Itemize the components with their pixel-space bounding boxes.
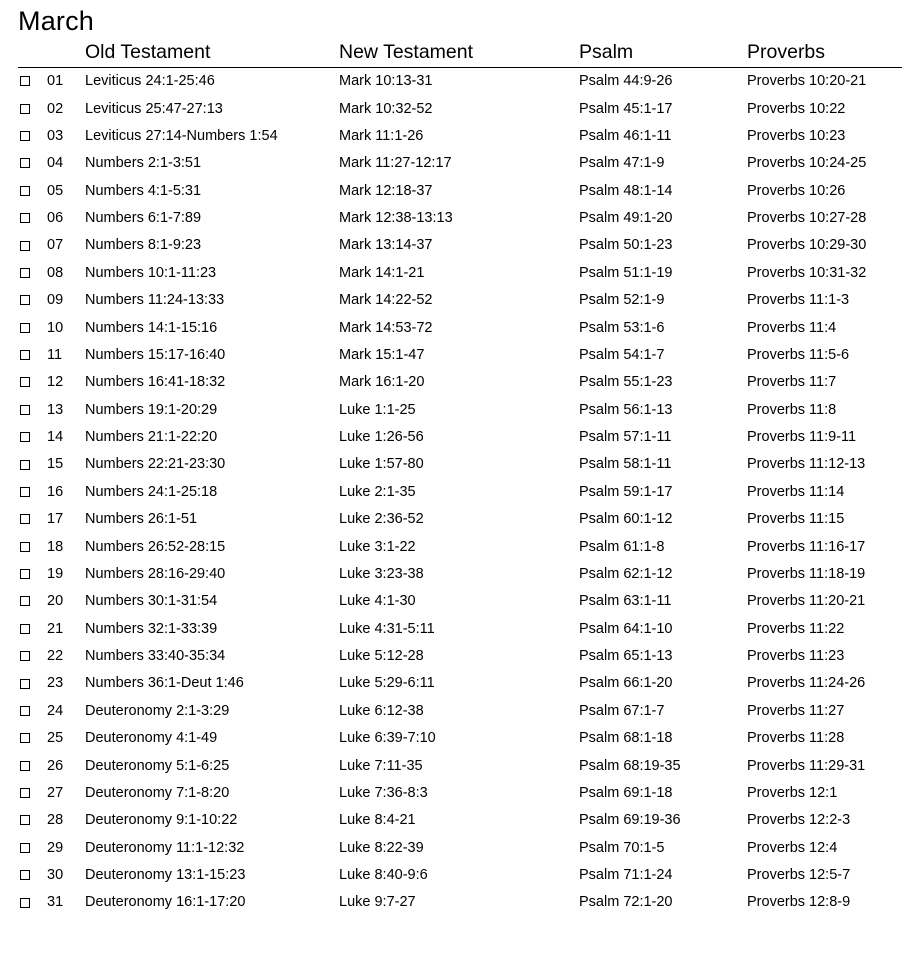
checkbox-icon[interactable] bbox=[20, 487, 30, 497]
table-row bbox=[18, 862, 902, 889]
row-old-testament: Numbers 11:24-13:33 bbox=[85, 292, 225, 309]
row-checkbox-cell[interactable] bbox=[18, 670, 46, 697]
row-old-testament: Numbers 30:1-31:54 bbox=[85, 593, 218, 610]
table-row bbox=[18, 287, 902, 314]
row-psalm: Psalm 72:1-20 bbox=[579, 894, 673, 911]
table-row bbox=[18, 479, 902, 506]
row-old-testament: Numbers 6:1-7:89 bbox=[85, 210, 202, 227]
row-psalm: Psalm 50:1-23 bbox=[579, 237, 673, 254]
table-row bbox=[18, 68, 902, 96]
table-row bbox=[18, 780, 902, 807]
table-row bbox=[18, 533, 902, 560]
row-old-testament: Deuteronomy 2:1-3:29 bbox=[85, 702, 230, 719]
row-new-testament: Luke 9:7-27 bbox=[339, 894, 416, 911]
row-proverbs: Proverbs 10:29-30 bbox=[747, 237, 867, 254]
row-new-testament: Mark 16:1-20 bbox=[339, 374, 425, 391]
row-psalm: Psalm 66:1-20 bbox=[579, 675, 673, 692]
row-checkbox-cell[interactable] bbox=[18, 260, 46, 287]
row-checkbox-cell[interactable] bbox=[18, 314, 46, 341]
checkbox-icon[interactable] bbox=[20, 377, 30, 387]
checkbox-icon[interactable] bbox=[20, 350, 30, 360]
checkbox-icon[interactable] bbox=[20, 514, 30, 524]
row-old-testament: Numbers 26:1-51 bbox=[85, 511, 198, 528]
row-day: 24 bbox=[47, 702, 64, 719]
row-old-testament: Numbers 10:1-11:23 bbox=[85, 264, 217, 281]
row-checkbox-cell[interactable] bbox=[18, 68, 46, 96]
table-row bbox=[18, 424, 902, 451]
row-new-testament: Mark 14:22-52 bbox=[339, 292, 433, 309]
row-old-testament: Numbers 36:1-Deut 1:46 bbox=[85, 675, 244, 692]
row-new-testament: Luke 4:1-30 bbox=[339, 593, 416, 610]
table-row bbox=[18, 150, 902, 177]
row-old-testament: Deuteronomy 16:1-17:20 bbox=[85, 894, 246, 911]
row-day: 11 bbox=[47, 346, 63, 363]
column-header-checkbox bbox=[18, 40, 46, 68]
row-proverbs: Proverbs 10:20-21 bbox=[747, 73, 867, 90]
row-day: 28 bbox=[47, 812, 64, 829]
checkbox-icon[interactable] bbox=[20, 679, 30, 689]
row-checkbox-cell[interactable] bbox=[18, 178, 46, 205]
row-psalm: Psalm 69:1-18 bbox=[579, 784, 673, 801]
row-proverbs: Proverbs 11:20-21 bbox=[747, 593, 866, 610]
row-psalm: Psalm 65:1-13 bbox=[579, 648, 673, 665]
row-day: 10 bbox=[47, 319, 64, 336]
table-row bbox=[18, 725, 902, 752]
row-old-testament: Numbers 15:17-16:40 bbox=[85, 346, 226, 363]
header-row bbox=[18, 40, 902, 68]
checkbox-icon[interactable] bbox=[20, 761, 30, 771]
row-day: 05 bbox=[47, 182, 64, 199]
row-checkbox-cell[interactable] bbox=[18, 287, 46, 314]
row-checkbox-cell[interactable] bbox=[18, 95, 46, 122]
row-old-testament: Numbers 24:1-25:18 bbox=[85, 483, 218, 500]
row-day: 04 bbox=[47, 155, 64, 172]
checkbox-icon[interactable] bbox=[20, 542, 30, 552]
row-old-testament: Numbers 2:1-3:51 bbox=[85, 155, 202, 172]
row-psalm: Psalm 58:1-11 bbox=[579, 456, 672, 473]
row-day: 16 bbox=[47, 483, 64, 500]
row-proverbs: Proverbs 11:24-26 bbox=[747, 675, 866, 692]
row-day: 01 bbox=[47, 73, 64, 90]
row-old-testament: Deuteronomy 13:1-15:23 bbox=[85, 867, 246, 884]
row-old-testament: Deuteronomy 9:1-10:22 bbox=[85, 812, 238, 829]
row-old-testament: Deuteronomy 5:1-6:25 bbox=[85, 757, 230, 774]
row-new-testament: Luke 3:1-22 bbox=[339, 538, 416, 555]
row-psalm: Psalm 67:1-7 bbox=[579, 702, 665, 719]
row-psalm: Psalm 52:1-9 bbox=[579, 292, 665, 309]
row-old-testament: Numbers 28:16-29:40 bbox=[85, 565, 226, 582]
row-new-testament: Luke 1:57-80 bbox=[339, 456, 424, 473]
row-proverbs: Proverbs 11:28 bbox=[747, 730, 845, 747]
row-psalm: Psalm 61:1-8 bbox=[579, 538, 665, 555]
row-proverbs: Proverbs 11:7 bbox=[747, 374, 837, 391]
table-row bbox=[18, 205, 902, 232]
table-row bbox=[18, 451, 902, 478]
table-row bbox=[18, 314, 902, 341]
row-new-testament: Luke 7:11-35 bbox=[339, 757, 423, 774]
row-day: 27 bbox=[47, 784, 64, 801]
row-checkbox-cell[interactable] bbox=[18, 752, 46, 779]
row-new-testament: Mark 10:32-52 bbox=[339, 100, 433, 117]
checkbox-icon[interactable] bbox=[20, 158, 30, 168]
table-row bbox=[18, 698, 902, 725]
table-body bbox=[18, 68, 902, 917]
checkbox-icon[interactable] bbox=[20, 815, 30, 825]
row-new-testament: Luke 1:1-25 bbox=[339, 401, 416, 418]
row-psalm: Psalm 60:1-12 bbox=[579, 511, 673, 528]
row-new-testament: Luke 1:26-56 bbox=[339, 429, 424, 446]
checkbox-icon[interactable] bbox=[20, 268, 30, 278]
row-checkbox-cell[interactable] bbox=[18, 232, 46, 259]
row-old-testament: Deuteronomy 7:1-8:20 bbox=[85, 784, 230, 801]
row-old-testament: Deuteronomy 4:1-49 bbox=[85, 730, 218, 747]
checkbox-icon[interactable] bbox=[20, 460, 30, 470]
row-proverbs: Proverbs 11:23 bbox=[747, 648, 845, 665]
row-old-testament: Leviticus 25:47-27:13 bbox=[85, 100, 223, 117]
checkbox-icon[interactable] bbox=[20, 706, 30, 716]
row-new-testament: Mark 15:1-47 bbox=[339, 346, 425, 363]
column-header-day bbox=[46, 40, 84, 68]
table-row bbox=[18, 588, 902, 615]
row-psalm: Psalm 44:9-26 bbox=[579, 73, 673, 90]
row-new-testament: Luke 8:4-21 bbox=[339, 812, 416, 829]
table-row bbox=[18, 506, 902, 533]
row-checkbox-cell[interactable] bbox=[18, 561, 46, 588]
row-old-testament: Leviticus 24:1-25:46 bbox=[85, 73, 215, 90]
row-new-testament: Mark 11:27-12:17 bbox=[339, 155, 452, 172]
table-row bbox=[18, 616, 902, 643]
row-proverbs: Proverbs 12:4 bbox=[747, 839, 838, 856]
checkbox-icon[interactable] bbox=[20, 733, 30, 743]
row-old-testament: Leviticus 27:14-Numbers 1:54 bbox=[85, 127, 278, 144]
row-old-testament: Numbers 19:1-20:29 bbox=[85, 401, 218, 418]
row-checkbox-cell[interactable] bbox=[18, 424, 46, 451]
checkbox-icon[interactable] bbox=[20, 624, 30, 634]
row-new-testament: Mark 10:13-31 bbox=[339, 73, 433, 90]
row-old-testament: Numbers 33:40-35:34 bbox=[85, 648, 226, 665]
row-psalm: Psalm 68:19-35 bbox=[579, 757, 681, 774]
row-day: 31 bbox=[47, 894, 64, 911]
row-proverbs: Proverbs 11:16-17 bbox=[747, 538, 866, 555]
row-day: 17 bbox=[47, 511, 64, 528]
table-row bbox=[18, 397, 902, 424]
checkbox-icon[interactable] bbox=[20, 569, 30, 579]
row-proverbs: Proverbs 11:5-6 bbox=[747, 346, 850, 363]
row-new-testament: Luke 6:39-7:10 bbox=[339, 730, 436, 747]
row-proverbs: Proverbs 11:15 bbox=[747, 511, 845, 528]
table-row bbox=[18, 561, 902, 588]
checkbox-icon[interactable] bbox=[20, 131, 30, 141]
row-checkbox-cell[interactable] bbox=[18, 807, 46, 834]
column-header-new-testament: New Testament bbox=[338, 40, 578, 68]
row-psalm: Psalm 45:1-17 bbox=[579, 100, 673, 117]
row-checkbox-cell[interactable] bbox=[18, 862, 46, 889]
row-new-testament: Luke 8:40-9:6 bbox=[339, 867, 428, 884]
row-proverbs: Proverbs 11:4 bbox=[747, 319, 837, 336]
row-proverbs: Proverbs 11:12-13 bbox=[747, 456, 866, 473]
row-psalm: Psalm 49:1-20 bbox=[579, 210, 673, 227]
row-proverbs: Proverbs 11:22 bbox=[747, 620, 845, 637]
row-day: 13 bbox=[47, 401, 64, 418]
row-new-testament: Luke 6:12-38 bbox=[339, 702, 424, 719]
checkbox-icon[interactable] bbox=[20, 898, 30, 908]
row-day: 21 bbox=[47, 620, 64, 637]
row-new-testament: Mark 12:38-13:13 bbox=[339, 210, 453, 227]
row-psalm: Psalm 64:1-10 bbox=[579, 620, 673, 637]
row-day: 08 bbox=[47, 264, 64, 281]
table-row bbox=[18, 670, 902, 697]
table-row bbox=[18, 232, 902, 259]
row-checkbox-cell[interactable] bbox=[18, 150, 46, 177]
row-proverbs: Proverbs 12:2-3 bbox=[747, 812, 851, 829]
row-new-testament: Luke 8:22-39 bbox=[339, 839, 424, 856]
table-header bbox=[18, 40, 902, 68]
row-psalm: Psalm 46:1-11 bbox=[579, 127, 672, 144]
row-psalm: Psalm 69:19-36 bbox=[579, 812, 681, 829]
row-proverbs: Proverbs 11:8 bbox=[747, 401, 837, 418]
row-old-testament: Numbers 32:1-33:39 bbox=[85, 620, 218, 637]
row-proverbs: Proverbs 10:31-32 bbox=[747, 264, 867, 281]
row-old-testament: Numbers 8:1-9:23 bbox=[85, 237, 202, 254]
row-day: 20 bbox=[47, 593, 64, 610]
row-old-testament: Deuteronomy 11:1-12:32 bbox=[85, 839, 245, 856]
row-psalm: Psalm 56:1-13 bbox=[579, 401, 673, 418]
row-proverbs: Proverbs 12:8-9 bbox=[747, 894, 851, 911]
row-new-testament: Luke 3:23-38 bbox=[339, 565, 424, 582]
row-psalm: Psalm 62:1-12 bbox=[579, 565, 673, 582]
row-old-testament: Numbers 26:52-28:15 bbox=[85, 538, 226, 555]
row-day: 18 bbox=[47, 538, 64, 555]
row-psalm: Psalm 55:1-23 bbox=[579, 374, 673, 391]
column-header-psalm: Psalm bbox=[578, 40, 746, 68]
row-proverbs: Proverbs 11:14 bbox=[747, 483, 845, 500]
row-new-testament: Luke 2:1-35 bbox=[339, 483, 416, 500]
row-new-testament: Mark 14:53-72 bbox=[339, 319, 433, 336]
checkbox-icon[interactable] bbox=[20, 788, 30, 798]
row-proverbs: Proverbs 11:27 bbox=[747, 702, 845, 719]
table-row bbox=[18, 835, 902, 862]
row-psalm: Psalm 54:1-7 bbox=[579, 346, 665, 363]
row-new-testament: Mark 11:1-26 bbox=[339, 127, 424, 144]
row-proverbs: Proverbs 11:18-19 bbox=[747, 565, 866, 582]
reading-plan-table bbox=[18, 40, 902, 917]
checkbox-icon[interactable] bbox=[20, 405, 30, 415]
row-psalm: Psalm 53:1-6 bbox=[579, 319, 665, 336]
row-checkbox-cell[interactable] bbox=[18, 725, 46, 752]
row-new-testament: Luke 2:36-52 bbox=[339, 511, 424, 528]
row-new-testament: Luke 5:29-6:11 bbox=[339, 675, 435, 692]
row-psalm: Psalm 48:1-14 bbox=[579, 182, 673, 199]
checkbox-icon[interactable] bbox=[20, 651, 30, 661]
row-psalm: Psalm 59:1-17 bbox=[579, 483, 673, 500]
row-proverbs: Proverbs 11:29-31 bbox=[747, 757, 866, 774]
row-day: 12 bbox=[47, 374, 64, 391]
checkbox-icon[interactable] bbox=[20, 186, 30, 196]
row-psalm: Psalm 68:1-18 bbox=[579, 730, 673, 747]
table-row bbox=[18, 123, 902, 150]
checkbox-icon[interactable] bbox=[20, 241, 30, 251]
checkbox-icon[interactable] bbox=[20, 843, 30, 853]
row-checkbox-cell[interactable] bbox=[18, 698, 46, 725]
table-row bbox=[18, 889, 902, 916]
checkbox-icon[interactable] bbox=[20, 104, 30, 114]
row-old-testament: Numbers 21:1-22:20 bbox=[85, 429, 218, 446]
checkbox-icon[interactable] bbox=[20, 213, 30, 223]
row-psalm: Psalm 63:1-11 bbox=[579, 593, 672, 610]
row-old-testament: Numbers 22:21-23:30 bbox=[85, 456, 226, 473]
row-psalm: Psalm 70:1-5 bbox=[579, 839, 665, 856]
checkbox-icon[interactable] bbox=[20, 596, 30, 606]
row-checkbox-cell[interactable] bbox=[18, 205, 46, 232]
column-header-old-testament: Old Testament bbox=[84, 40, 338, 68]
table-row bbox=[18, 807, 902, 834]
row-new-testament: Luke 7:36-8:3 bbox=[339, 784, 428, 801]
row-day: 22 bbox=[47, 648, 64, 665]
row-proverbs: Proverbs 10:27-28 bbox=[747, 210, 867, 227]
row-day: 15 bbox=[47, 456, 64, 473]
row-proverbs: Proverbs 10:24-25 bbox=[747, 155, 867, 172]
row-psalm: Psalm 51:1-19 bbox=[579, 264, 673, 281]
table-row bbox=[18, 178, 902, 205]
row-day: 02 bbox=[47, 100, 64, 117]
row-day: 23 bbox=[47, 675, 64, 692]
row-old-testament: Numbers 14:1-15:16 bbox=[85, 319, 218, 336]
row-checkbox-cell[interactable] bbox=[18, 506, 46, 533]
row-day: 29 bbox=[47, 839, 64, 856]
row-day: 25 bbox=[47, 730, 64, 747]
row-proverbs: Proverbs 10:23 bbox=[747, 127, 846, 144]
row-psalm: Psalm 71:1-24 bbox=[579, 867, 673, 884]
table-row bbox=[18, 643, 902, 670]
row-day: 03 bbox=[47, 127, 64, 144]
row-day: 14 bbox=[47, 429, 64, 446]
row-checkbox-cell[interactable] bbox=[18, 342, 46, 369]
row-day: 26 bbox=[47, 757, 64, 774]
column-header-proverbs: Proverbs bbox=[746, 40, 902, 68]
row-checkbox-cell[interactable] bbox=[18, 889, 46, 916]
table-row bbox=[18, 752, 902, 779]
table-row bbox=[18, 260, 902, 287]
table-row bbox=[18, 95, 902, 122]
row-checkbox-cell[interactable] bbox=[18, 369, 46, 396]
row-day: 19 bbox=[47, 565, 64, 582]
checkbox-icon[interactable] bbox=[20, 323, 30, 333]
row-checkbox-cell[interactable] bbox=[18, 616, 46, 643]
row-checkbox-cell[interactable] bbox=[18, 533, 46, 560]
table-row bbox=[18, 342, 902, 369]
row-day: 07 bbox=[47, 237, 64, 254]
row-checkbox-cell[interactable] bbox=[18, 643, 46, 670]
checkbox-icon[interactable] bbox=[20, 432, 30, 442]
row-checkbox-cell[interactable] bbox=[18, 451, 46, 478]
row-day: 06 bbox=[47, 210, 64, 227]
row-proverbs: Proverbs 10:26 bbox=[747, 182, 846, 199]
checkbox-icon[interactable] bbox=[20, 295, 30, 305]
row-new-testament: Mark 14:1-21 bbox=[339, 264, 425, 281]
row-checkbox-cell[interactable] bbox=[18, 835, 46, 862]
row-new-testament: Luke 5:12-28 bbox=[339, 648, 424, 665]
row-checkbox-cell[interactable] bbox=[18, 588, 46, 615]
checkbox-icon[interactable] bbox=[20, 76, 30, 86]
row-proverbs: Proverbs 11:9-11 bbox=[747, 429, 857, 446]
row-checkbox-cell[interactable] bbox=[18, 479, 46, 506]
row-psalm: Psalm 47:1-9 bbox=[579, 155, 665, 172]
row-old-testament: Numbers 4:1-5:31 bbox=[85, 182, 202, 199]
row-new-testament: Luke 4:31-5:11 bbox=[339, 620, 435, 637]
row-checkbox-cell[interactable] bbox=[18, 123, 46, 150]
row-checkbox-cell[interactable] bbox=[18, 780, 46, 807]
row-proverbs: Proverbs 10:22 bbox=[747, 100, 846, 117]
table-row bbox=[18, 369, 902, 396]
row-proverbs: Proverbs 12:5-7 bbox=[747, 867, 851, 884]
row-day: 09 bbox=[47, 292, 64, 309]
row-checkbox-cell[interactable] bbox=[18, 397, 46, 424]
row-new-testament: Mark 13:14-37 bbox=[339, 237, 433, 254]
row-psalm: Psalm 57:1-11 bbox=[579, 429, 672, 446]
page-title: March bbox=[18, 6, 95, 36]
checkbox-icon[interactable] bbox=[20, 870, 30, 880]
row-proverbs: Proverbs 12:1 bbox=[747, 784, 838, 801]
row-proverbs: Proverbs 11:1-3 bbox=[747, 292, 850, 309]
row-old-testament: Numbers 16:41-18:32 bbox=[85, 374, 226, 391]
row-day: 30 bbox=[47, 867, 64, 884]
row-new-testament: Mark 12:18-37 bbox=[339, 182, 433, 199]
